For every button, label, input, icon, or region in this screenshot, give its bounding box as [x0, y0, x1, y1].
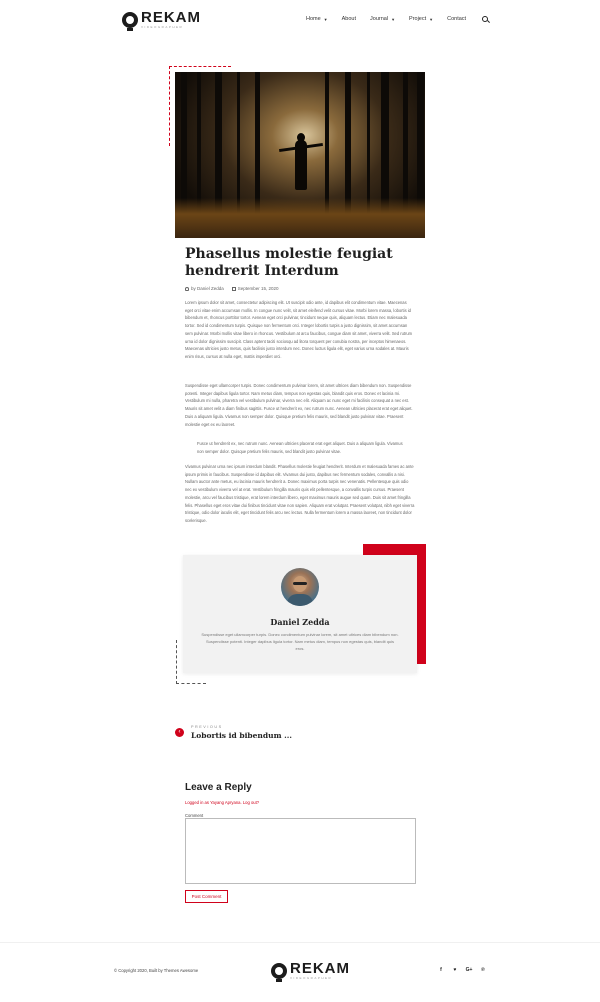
- chevron-down-icon: ▼: [391, 16, 396, 22]
- pinterest-icon[interactable]: ℗: [481, 967, 485, 973]
- copyright-text: © Copyright 2020, Built by Themes Awesome: [114, 968, 199, 973]
- calendar-icon: [232, 287, 236, 291]
- camera-logo-icon: [271, 963, 287, 979]
- nav-item-journal[interactable]: Journal ▼: [370, 16, 396, 22]
- main-nav: [306, 16, 488, 22]
- nav-item-home[interactable]: Home ▼: [306, 16, 328, 22]
- post-comment-button[interactable]: Post Comment: [185, 890, 228, 903]
- logged-in-link[interactable]: Logged in as Yayang Apryana. Log out?: [185, 800, 260, 805]
- author-bio: Suspendisse eget ullamcorper turpis. Donec condimentum pulvinar lorem, sit amet ultrices diam bibendum non. Suspendisse potenti. Integer dapibus ligula tortor. Nam metus diam, tempus non egestas quis, blandit quis eros.: [201, 632, 399, 651]
- site-header: [0, 0, 600, 40]
- post-paragraph: Suspendisse eget ullamcorper turpis. Donec condimentum pulvinar lorem, sit amet ultrices diam bibendum non. Suspendisse potenti. Integer dapibus ligula tortor. Nam metus diam, tempus non egestas quis, blandit quis eros. Donec et lacinia mi. Vestibulum mi nulla, pharetra vel vestibulum pulvinar, viverra nec elit. Aliquam ac nunc eget mi facilisis consequat a nec est. Mauris sit amet velit a diam finibus sagittis. Fusce ut hendrerit ex, nec rutrum nunc. Aenean ultricies placerat erat eget aliquet. Duis a aliquam ligula. Vivamus non semper dolor. Quisque pretium felis mauris, sed blandit justo pulvinar vitae. Praesent molestie eget ex eu laoreet.: [185, 383, 413, 427]
- comment-field[interactable]: [185, 818, 416, 884]
- social-links: [437, 966, 493, 974]
- post-date: September 15, 2020: [237, 286, 279, 291]
- featured-image: [175, 72, 425, 238]
- post-paragraph: Lorem ipsum dolor sit amet, consectetur adipiscing elit. Ut suscipit odio ante, id dapibus elit condimentum vitae. Maecenas eget orci vitae enim accumsan mollis. In congue nunc velit, sit amet eleifend velit cursus vitae. Morbi lorem massa, lobortis id bibendum et, rhoncus porttitor tortor. Aenean eget orci pulvinar, tincidunt neque quis, aliquam lectus. Etiam nec malesuada tortor. Sed id condimentum turpis. Quisque non fermentum orci. Integer lobortis turpis a justo dignissim, sit amet accumsan sem pulvinar. Morbi mollis vitae libero in rhoncus. Vestibulum at arcu faucibus, congue diam sit amet, viverra velit. Sed rutrum urna id dolor dignissim suscipit. Class aptent taciti sociosqu ad litora torquent per conubia nostra, per inceptos himenaeos. Maecenas ultricies justo metus, quis facilisis justo interdum nec. Donec luctus ligula elit, eget varius urna sodales at. Mauris enim risus, cursus at nulla eget, mattis imperdiet orci.: [185, 300, 413, 359]
- avatar: [281, 568, 319, 606]
- chevron-left-icon[interactable]: ‹: [175, 728, 184, 737]
- twitter-icon[interactable]: ♥: [453, 967, 457, 973]
- footer-divider: [0, 942, 600, 943]
- site-logo[interactable]: [122, 10, 201, 29]
- previous-post-label: PREVIOUS: [191, 725, 223, 729]
- chevron-down-icon: ▼: [429, 16, 434, 22]
- search-icon[interactable]: [482, 16, 488, 22]
- brand-name: REKAM: [290, 960, 350, 977]
- nav-item-contact[interactable]: Contact: [447, 16, 467, 22]
- author-box: [183, 555, 417, 673]
- facebook-icon[interactable]: f: [440, 967, 442, 973]
- camera-logo-icon: [122, 12, 138, 28]
- footer-logo[interactable]: [271, 961, 350, 980]
- brand-tagline: VIDEOGRAPHER: [141, 25, 184, 29]
- author-name[interactable]: Daniel Zedda: [270, 617, 330, 627]
- reply-heading: Leave a Reply: [185, 782, 252, 793]
- brand-tagline: VIDEOGRAPHER: [290, 976, 333, 980]
- chevron-down-icon: ▼: [323, 16, 328, 22]
- google-plus-icon[interactable]: G+: [465, 967, 473, 973]
- post-paragraph: Vivamus pulvinar urna nec ipsum interdum blandit. Phasellus molestie feugiat hendrerit. Interdum et malesuada fames ac ante ipsum primis in faucibus. Suspendisse id dapibus elit. Vivamus dui justo, dapibus nec fermentum sodales, convallis a nisi. Nullam auctor ante metus, eu lacinia mauris hendrerit a. Donec maximus porta turpis nec venenatis. Pellentesque quis odio nec ex vestibulum viverra vel at erat. Vestibulum fringilla mauris quis elit pellentesque, a convallis turpis cursus. Praesent molestie, arcu vel faucibus tristique, erat lorem interdum libero, eget maximus mauris augue sed quam. Duis sit amet fringilla felis. Phasellus eget eros vitae dui finibus tincidunt vitae non sapien. Aliquam erat volutpat. Praesent volutpat, nibh eget viverra tristique, odio dolor iaculis elit, eget tincidunt felis arcu nec lectus. Nulla fermentum lorem a massa laoreet, non tincidunt dolor scelerisque.: [185, 464, 415, 523]
- post-blockquote: Fusce ut hendrerit ex, nec rutrum nunc. Aenean ultricies placerat erat eget aliquet. Duis a aliquam ligula. Vivamus non semper dolor. Quisque pretium felis mauris, sed blandit justo pulvinar vitae.: [197, 441, 403, 454]
- nav-item-about[interactable]: About: [341, 16, 357, 22]
- brand-name: REKAM: [141, 9, 201, 26]
- nav-item-project[interactable]: Project ▼: [409, 16, 434, 22]
- post-meta: [185, 286, 279, 291]
- post-title: Phasellus molestie feugiat hendrerit Interdum: [185, 246, 393, 279]
- user-icon: [185, 287, 189, 291]
- previous-post-link[interactable]: Lobortis id bibendum ...: [191, 731, 292, 740]
- post-author-link[interactable]: by Daniel Zedda: [191, 286, 224, 291]
- comment-label: Comment: [185, 813, 204, 818]
